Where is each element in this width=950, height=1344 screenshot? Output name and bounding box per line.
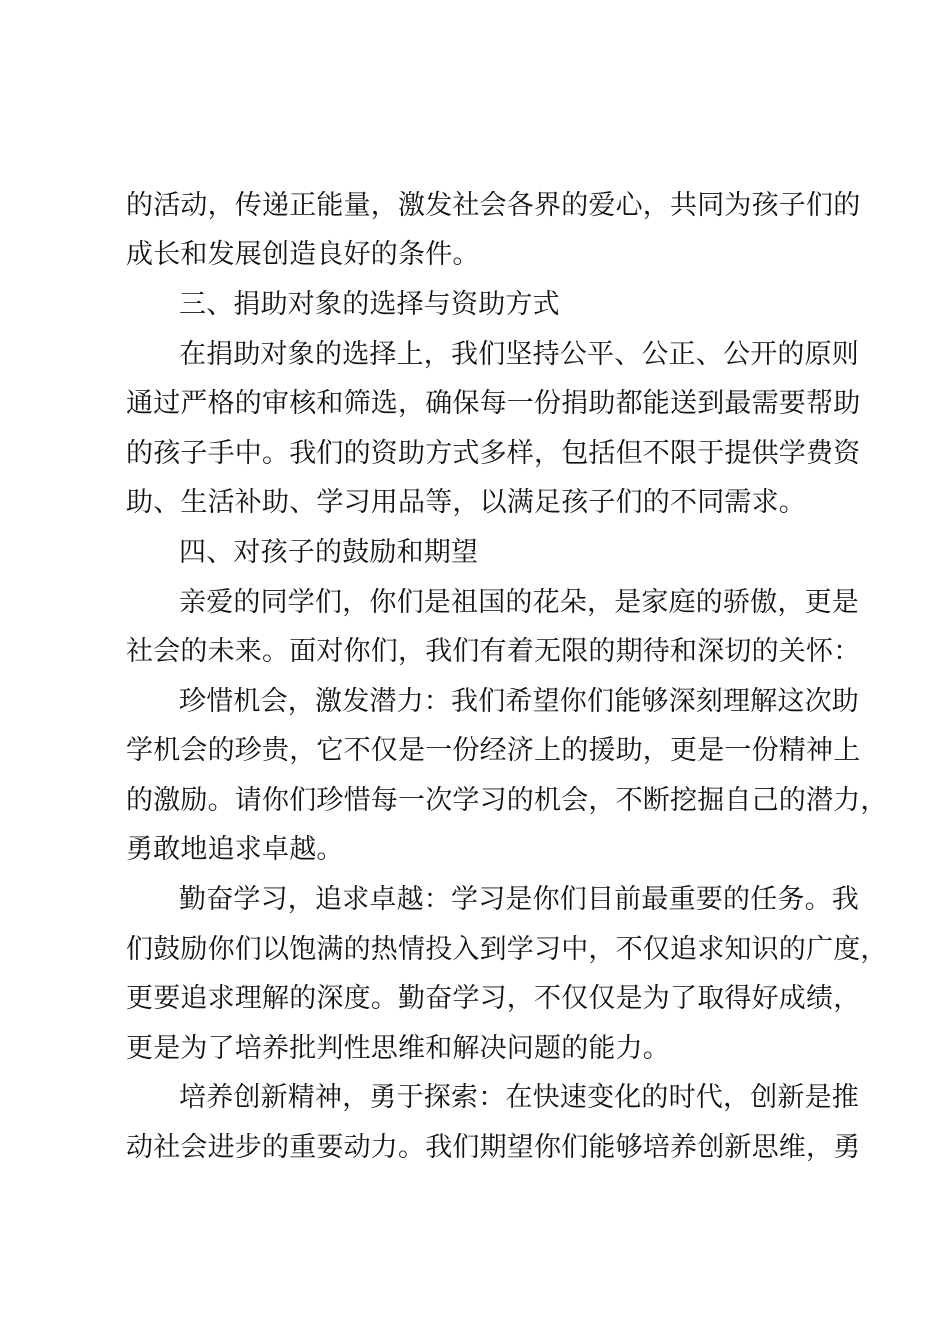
text-line: 更是为了培养批判性思维和解决问题的能力。 xyxy=(126,1033,670,1064)
text-line: 的孩子手中。我们的资助方式多样，包括但不限于提供学费资 xyxy=(126,438,861,469)
text-line: 动社会进步的重要动力。我们期望你们能够培养创新思维，勇 xyxy=(126,1132,861,1163)
text-line: 们鼓励你们以饱满的热情投入到学习中，不仅追求知识的广度， xyxy=(126,934,888,965)
text-line: 勤奋学习，追求卓越：学习是你们目前最重要的任务。我 xyxy=(179,884,859,915)
text-line: 在捐助对象的选择上，我们坚持公平、公正、公开的原则 xyxy=(179,339,859,370)
text-line: 勇敢地追求卓越。 xyxy=(126,834,344,865)
text-line: 更要追求理解的深度。勤奋学习，不仅仅是为了取得好成绩， xyxy=(126,983,861,1014)
text-line: 的激励。请你们珍惜每一次学习的机会，不断挖掘自己的潜力， xyxy=(126,785,888,816)
text-line: 社会的未来。面对你们，我们有着无限的期待和深切的关怀： xyxy=(126,636,861,667)
text-line: 的活动，传递正能量，激发社会各界的爱心，共同为孩子们的 xyxy=(126,190,861,221)
text-line: 珍惜机会，激发潜力：我们希望你们能够深刻理解这次助 xyxy=(179,686,859,717)
text-line: 助、生活补助、学习用品等，以满足孩子们的不同需求。 xyxy=(126,487,806,518)
text-line: 成长和发展创造良好的条件。 xyxy=(126,239,480,270)
section-heading: 三、捐助对象的选择与资助方式 xyxy=(179,289,560,320)
text-line: 亲爱的同学们，你们是祖国的花朵，是家庭的骄傲，更是 xyxy=(179,587,859,618)
section-heading: 四、对孩子的鼓励和期望 xyxy=(179,537,479,568)
text-line: 学机会的珍贵，它不仅是一份经济上的援助，更是一份精神上 xyxy=(126,735,861,766)
text-line: 通过严格的审核和筛选，确保每一份捐助都能送到最需要帮助 xyxy=(126,388,861,419)
text-line: 培养创新精神，勇于探索：在快速变化的时代，创新是推 xyxy=(179,1082,859,1113)
